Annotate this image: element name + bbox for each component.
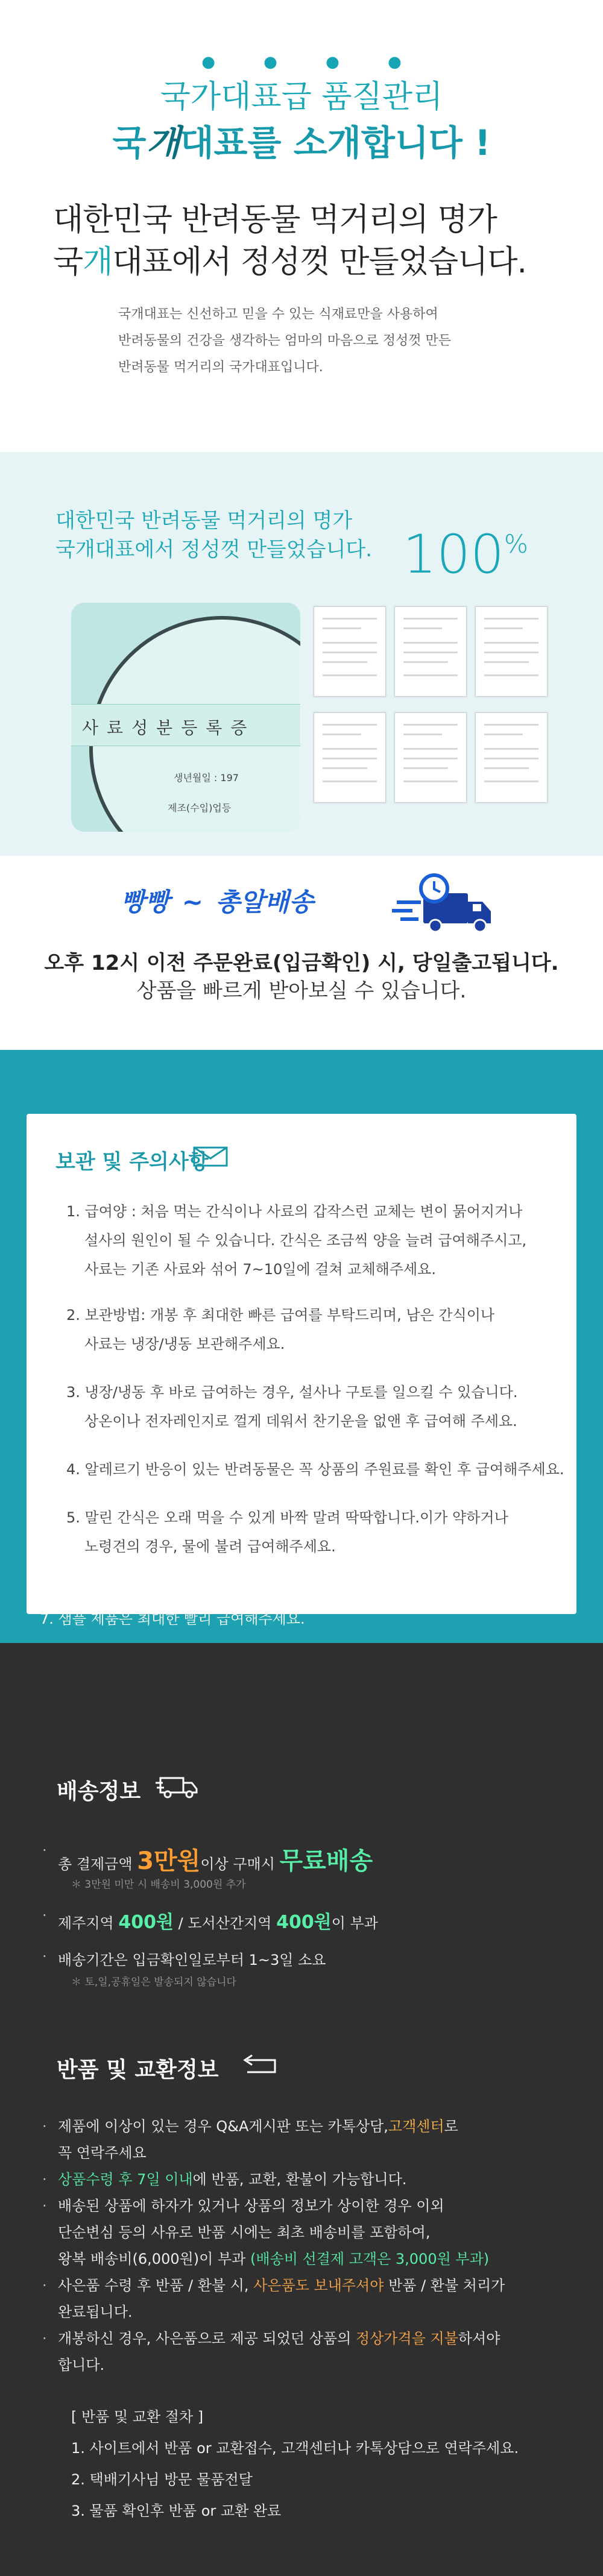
return-item-4 xyxy=(58,2272,505,2325)
lead-line-2-teal: 개 xyxy=(83,244,113,280)
cert-line-2: 국개대표에서 정성껏 만들었습니다. xyxy=(55,538,373,562)
r5-line-2: 합니다. xyxy=(58,2357,105,2373)
care-item-7 xyxy=(40,1604,305,1633)
procedure-title: [ 반품 및 교환 절차 ] xyxy=(71,2408,204,2425)
fast-shipping-section xyxy=(0,856,603,1050)
care-box xyxy=(27,1114,576,1614)
return-item-5 xyxy=(58,2325,500,2378)
period-note: ＊ 토,일,공휴일은 발송되지 않습니다 xyxy=(71,1976,236,1988)
care-item-5-line-2: 노령견의 경우, 물에 불려 급여해주세요. xyxy=(84,1538,336,1555)
tilde-text: ~ xyxy=(182,887,203,917)
certificate-detail-2: 제조(수입)업등 xyxy=(168,802,232,814)
r1-post: 로 xyxy=(444,2118,458,2135)
title-big xyxy=(0,115,603,165)
delivery-jeju-item xyxy=(58,1907,378,1934)
care-item-5 xyxy=(66,1503,508,1561)
free-amount: 3만원 xyxy=(137,1847,201,1875)
r5-post: 하셔야 xyxy=(458,2330,500,2347)
procedure-step-1: 1. 사이트에서 반품 or 교환접수, 고객센터나 카톡상담으로 연락주세요. xyxy=(71,2440,519,2457)
ppang-text: 빵빵 xyxy=(121,887,170,917)
care-item-5-line-1: 5. 말린 간식은 오래 먹을 수 있게 바짝 말려 딱딱합니다.이가 약하거나 xyxy=(66,1509,508,1526)
free-mid: 이상 구매시 xyxy=(200,1856,275,1873)
return-item-1 xyxy=(58,2113,458,2166)
certificate-thumb-1 xyxy=(314,606,386,697)
r4-hl: 사은품도 보내주셔야 xyxy=(253,2277,384,2294)
free-label: 무료배송 xyxy=(279,1847,373,1875)
care-item-4 xyxy=(66,1455,564,1484)
care-item-3-line-2: 상온이나 전자레인지로 껄게 데워서 찬기운을 없앤 후 급여해 주세요. xyxy=(84,1413,517,1430)
r4-post: 반품 / 환불 처리가 xyxy=(384,2277,505,2294)
bullet-shipping-text: 총알배송 xyxy=(215,887,314,917)
r1-hl: 고객센터 xyxy=(388,2118,444,2135)
r1-pre: 제품에 이상이 있는 경우 Q&A게시판 또는 카톡상담, xyxy=(58,2118,388,2135)
title-big-post: 대표를 소개합니다 ! xyxy=(180,122,491,163)
care-item-2-line-2: 사료는 냉장/냉동 보관해주세요. xyxy=(84,1336,285,1352)
intro-section xyxy=(0,0,603,452)
return-procedure xyxy=(71,2401,519,2527)
r5-hl: 정상가격을 지불 xyxy=(355,2330,458,2347)
cert-line-1: 대한민국 반려동물 먹거리의 명가 xyxy=(55,509,353,533)
care-item-2-line-1: 2. 보관방법: 개봉 후 최대한 빠른 급여를 부탁드리며, 남은 간식이나 xyxy=(66,1307,495,1324)
percent-value: 100 xyxy=(403,523,504,585)
care-item-4-line-1: 4. 알레르기 반응이 있는 반려동물은 꼭 상품의 주원료를 확인 후 급여해주세요. xyxy=(66,1461,564,1478)
same-day-notice: 오후 12시 이전 주문완료(입금확인) 시, 당일출고됩니다. xyxy=(44,951,559,975)
care-item-1-line-2: 설사의 원인이 될 수 있습니다. 간식은 조금씩 양을 늘려 급여해주시고, xyxy=(84,1232,527,1249)
return-item-3 xyxy=(58,2193,489,2272)
care-item-1 xyxy=(66,1197,526,1284)
care-item-2 xyxy=(66,1301,494,1359)
r1-line-2: 꼭 연락주세요 xyxy=(58,2144,147,2161)
care-item-6-line-1: 6. 뼈 간식은 한번에 삼키거나 날카롭게 부숴지면 위험할 수 있어 옆에서 xyxy=(40,1562,491,1579)
delivery-returns-section xyxy=(0,1643,603,2576)
title-top: 국가대표급 품질관리 xyxy=(160,79,443,115)
certificate-thumb-6 xyxy=(475,712,548,803)
jeju-post: 이 부과 xyxy=(331,1915,378,1932)
jeju-pre: 제주지역 xyxy=(58,1915,114,1932)
intro-desc-2: 반려동물의 건강을 생각하는 엄마의 마음으로 정성껏 만든 xyxy=(118,333,452,348)
care-title: 보관 및 주의사항 xyxy=(55,1150,209,1174)
delivery-title: 배송정보 xyxy=(57,1779,141,1804)
r4-line-2: 완료됩니다. xyxy=(58,2304,133,2320)
lead-line-2-post: 대표에서 정성껏 만들었습니다. xyxy=(112,244,527,280)
r2-hl: 상품수령 후 7일 이내 xyxy=(58,2171,193,2188)
certificate-thumb-3 xyxy=(475,606,548,697)
jeju-amount: 400원 xyxy=(118,1912,174,1933)
certificate-thumb-2 xyxy=(394,606,467,697)
envelope-icon xyxy=(193,1146,228,1167)
intro-desc-1: 국개대표는 신선하고 믿을 수 있는 식재료만을 사용하여 xyxy=(118,307,438,322)
fast-shipping-title xyxy=(121,882,314,919)
r5-pre: 개봉하신 경우, 사은품으로 제공 되었던 상품의 xyxy=(58,2330,356,2347)
care-item-1-line-3: 사료는 기존 사료와 섞어 7~10일에 걸쳐 교체해주세요. xyxy=(84,1261,436,1278)
r2-post: 에 반품, 교환, 환불이 가능합니다. xyxy=(192,2171,407,2188)
care-item-3 xyxy=(66,1378,518,1436)
r3-line-3-hl: (배송비 선결제 고객은 3,000원 부과) xyxy=(250,2251,490,2267)
delivery-truck-outline-icon xyxy=(156,1774,199,1798)
certificate-title: 사료성분등록증 xyxy=(82,718,256,738)
lead-line-1: 대한민국 반려동물 먹거리의 명가 xyxy=(53,202,497,238)
jeju-mid: / 도서산간지역 xyxy=(174,1915,277,1932)
island-amount: 400원 xyxy=(276,1912,332,1933)
care-item-1-line-1: 1. 급여양 : 처음 먹는 간식이나 사료의 갑작스런 교체는 변이 묽어지거나 xyxy=(66,1203,523,1220)
procedure-step-2: 2. 택배기사님 방문 물품전달 xyxy=(71,2471,253,2488)
delivery-truck-icon xyxy=(392,873,494,933)
returns-title: 반품 및 교환정보 xyxy=(57,2058,219,2082)
free-note: ＊ 3만원 미만 시 배송비 3,000원 추가 xyxy=(71,1879,246,1891)
certificate-section xyxy=(0,452,603,856)
care-item-3-line-1: 3. 냉장/냉동 후 바로 급여하는 경우, 설사나 구토를 일으킬 수 있습니다. xyxy=(66,1384,518,1401)
certificate-thumb-5 xyxy=(394,712,467,803)
title-big-pre: 국 xyxy=(112,122,147,163)
r3-line-1: · 배송된 상품에 하자가 있거나 상품의 정보가 상이한 경우 이외 xyxy=(58,2193,489,2219)
return-arrow-icon xyxy=(240,2053,282,2077)
lead-line-2 xyxy=(53,236,526,281)
care-item-7-line-1: 7. 샘플 제품은 최대한 빨리 급여해주세요. xyxy=(40,1610,305,1627)
r4-pre: 사은품 수령 후 반품 / 환불 시, xyxy=(58,2277,254,2294)
certificate-detail-1: 생년월일 : 197 xyxy=(174,772,239,784)
certificate-zoom-image xyxy=(71,603,300,832)
free-pre: 총 결제금액 xyxy=(58,1856,133,1873)
delivery-period-item: · 배송기간은 입금확인일로부터 1~3일 소요 xyxy=(58,1948,326,1969)
r3-line-2: 단순변심 등의 사유로 반품 시에는 최초 배송비를 포함하여, xyxy=(58,2224,431,2241)
lead-line-2-pre: 국 xyxy=(53,244,83,280)
intro-desc-3: 반려동물 먹거리의 국가대표입니다. xyxy=(118,360,323,375)
care-item-6-line-2: 지켜봐주세요. xyxy=(58,1591,147,1608)
decorative-dots: ● ● ● ● xyxy=(201,53,423,71)
procedure-step-3: 3. 물품 확인후 반품 or 교환 완료 xyxy=(71,2502,282,2519)
delivery-free-item xyxy=(58,1842,373,1876)
r3-line-3-pre: 왕복 배송비(6,000원)이 부과 xyxy=(58,2251,250,2267)
care-section xyxy=(0,1050,603,1643)
percent-sign: % xyxy=(504,529,528,559)
certificate-thumb-4 xyxy=(314,712,386,803)
quick-receive-notice: 상품을 빠르게 받아보실 수 있습니다. xyxy=(136,979,467,1003)
title-big-alt: 개 xyxy=(146,122,180,163)
return-item-2 xyxy=(58,2166,406,2193)
percent-badge xyxy=(403,523,528,585)
